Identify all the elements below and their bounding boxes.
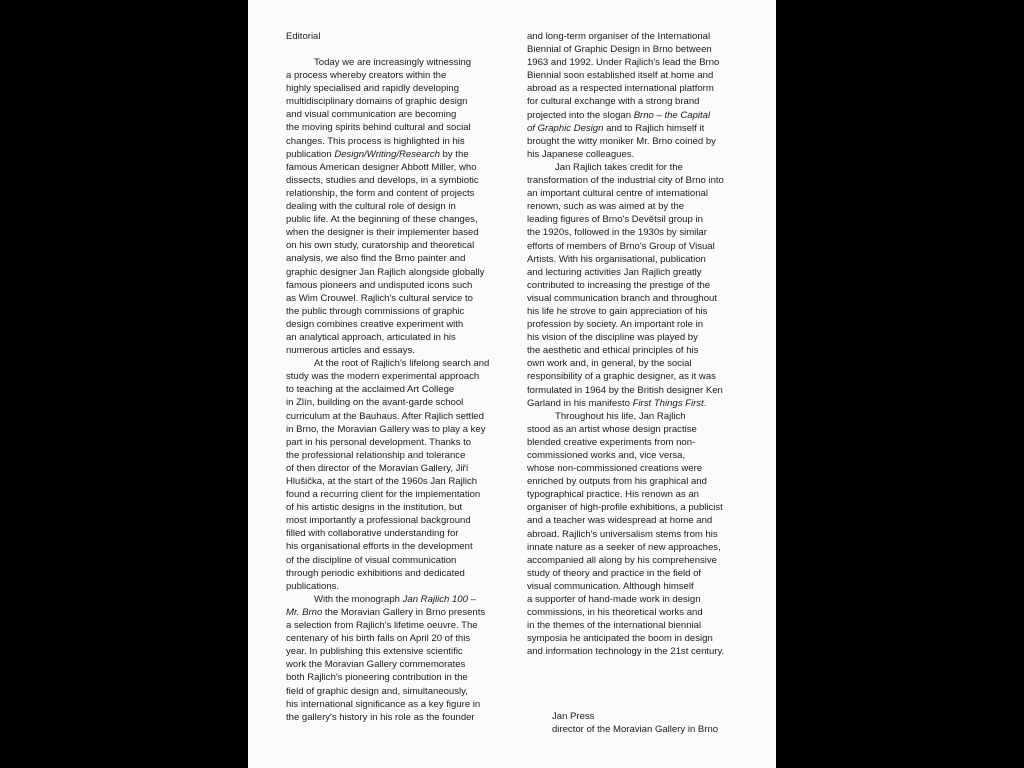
text-line: commissions, in his theoretical works and [527, 607, 703, 619]
text-line: in the themes of the international biennial [527, 620, 702, 632]
text-line: for cultural exchange with a strong brand [527, 96, 700, 108]
text-line: Artists. With his organisational, publication [527, 253, 706, 265]
text-line: famous American designer Abbott Miller, who [286, 161, 477, 173]
text-line: blended creative experiments from non- [527, 436, 696, 448]
text-line: own work and, in general, by the social [527, 358, 692, 370]
text-line: public life. At the beginning of these changes, [286, 214, 478, 226]
text-line: the professional relationship and tolerance [286, 449, 466, 461]
text-line: visual communication. Although himself [527, 580, 694, 592]
text-line: stood as an artist whose design practise [527, 423, 697, 435]
text-line: With the monograph Jan Rajlich 100 – [314, 593, 476, 605]
text-line: both Rajlich's pioneering contribution in the [286, 672, 468, 684]
text-line: his international significance as a key figure in [286, 698, 481, 710]
text-line: most importantly a professional background [286, 515, 471, 527]
text-line: through periodic exhibitions and dedicated [286, 567, 465, 579]
text-line: abroad as a respected international platform [527, 83, 714, 95]
text-line: a selection from Rajlich's lifetime oeuvre. The [286, 620, 478, 632]
text-line: his vision of the discipline was played by [527, 332, 698, 344]
text-line: his life he strove to gain appreciation of his [527, 305, 708, 317]
text-line: when the designer is their implementer based [286, 227, 479, 239]
text-line: the 1920s, followed in the 1930s by similar [527, 227, 707, 239]
text-line: of then director of the Moravian Gallery, Jiří [286, 462, 469, 474]
text-line: found a recurring client for the implementation [286, 489, 481, 501]
text-line: changes. This process is highlighted in his [286, 135, 465, 147]
text-line: multidisciplinary domains of graphic design [286, 96, 468, 108]
text-line: on his own study, curatorship and theoretical [286, 240, 475, 252]
text-line: highly specialised and rapidly developing [286, 83, 460, 95]
text-line: innate nature as a seeker of new approaches, [527, 541, 721, 553]
editorial-heading: Editorial [286, 31, 321, 42]
text-line: and long-term organiser of the International [527, 31, 711, 42]
text-line: enriched by outputs from his graphical and [527, 476, 707, 488]
text-line: publications. [286, 580, 340, 592]
text-line: formulated in 1964 by the British designer Ken [527, 384, 723, 396]
text-line: dealing with the cultural role of design in [286, 201, 456, 213]
text-line: and information technology in the 21st century. [527, 646, 725, 658]
text-line: the gallery's history in his role as the founder [286, 711, 475, 723]
text-line: of Graphic Design and to Rajlich himself it [527, 122, 705, 134]
text-line: and visual communication are becoming [286, 109, 457, 121]
left-column-text [286, 56, 518, 724]
text-line: accompanied all along by his comprehensive [527, 554, 717, 566]
text-line: organiser of high-profile exhibitions, a publicist [527, 502, 723, 514]
text-line: part in his personal development. Thanks to [286, 436, 472, 448]
text-line: visual communication branch and throughout [527, 292, 717, 304]
text-line: leading figures of Brno's Devětsil group in [527, 214, 703, 226]
text-line: typographical practice. His renown as an [527, 489, 699, 501]
text-line: curriculum at the Bauhaus. After Rajlich settled [286, 410, 484, 422]
text-line: and a teacher was widespread at home and [527, 515, 713, 527]
text-line: commissioned works and, vice versa, [527, 450, 686, 461]
text-line: graphic designer Jan Rajlich alongside globally [286, 266, 485, 278]
text-line: of the discipline of visual communication [286, 554, 457, 566]
text-line: dissects, studies and develops, in a symbiotic [286, 174, 479, 186]
signature-block [552, 710, 718, 736]
text-line: work the Moravian Gallery commemorates [286, 659, 466, 671]
text-line: year. In publishing this extensive scientific [286, 646, 463, 658]
text-line: symposia he anticipated the boom in design [527, 633, 713, 645]
signature-name: Jan Press [552, 711, 595, 722]
text-line: in Zlín, building on the avant-garde school [286, 397, 464, 409]
text-line: transformation of the industrial city of Brno into [527, 175, 724, 187]
text-line: whose non-commissioned creations were [527, 463, 703, 475]
text-line: renown, such as was aimed at by the [527, 201, 685, 213]
signature-title: director of the Moravian Gallery in Brno [552, 724, 719, 736]
text-line: famous pioneers and undisputed icons such [286, 279, 473, 291]
text-line: At the root of Rajlich's lifelong search and [314, 358, 490, 370]
text-line: publication Design/Writing/Research by the [286, 148, 469, 160]
text-line: the aesthetic and ethical principles of his [527, 345, 699, 357]
text-line: Biennial of Graphic Design in Brno between [527, 44, 712, 56]
text-line: Hlušička, at the start of the 1960s Jan Rajlich [286, 476, 478, 487]
text-line: in Brno, the Moravian Gallery was to play a key [286, 423, 486, 435]
text-line: study of theory and practice in the field of [527, 567, 702, 579]
text-line: to teaching at the acclaimed Art College [286, 384, 455, 396]
text-line: study was the modern experimental approach [286, 371, 480, 383]
text-line: 1963 and 1992. Under Rajlich's lead the Brno [527, 57, 720, 69]
text-line: of his artistic designs in the institution, but [286, 502, 463, 514]
text-line: filled with collaborative understanding for [286, 528, 459, 540]
text-line: centenary of his birth falls on April 20 of this [286, 633, 471, 645]
text-line: brought the witty moniker Mr. Brno coined by [527, 135, 716, 147]
text-line: efforts of members of Brno's Group of Visual [527, 240, 715, 252]
text-line: analysis, we also find the Brno painter and [286, 253, 466, 265]
text-line: Throughout his life, Jan Rajlich [555, 410, 686, 422]
text-line: the moving spirits behind cultural and social [286, 122, 471, 134]
text-line: Garland in his manifesto First Things First. [527, 397, 707, 409]
text-line: the public through commissions of graphic [286, 305, 465, 317]
text-line: a supporter of hand-made work in design [527, 594, 701, 606]
text-line: Today we are increasingly witnessing [314, 57, 472, 68]
text-line: projected into the slogan Brno – the Capital [527, 109, 711, 121]
text-line: an analytical approach, articulated in his [286, 331, 456, 343]
text-line: design combines creative experiment with [286, 318, 464, 330]
text-line: a process whereby creators within the [286, 70, 447, 82]
text-line: his organisational efforts in the development [286, 541, 473, 553]
text-line: an important cultural centre of international [527, 188, 708, 200]
text-line: field of graphic design and, simultaneously, [286, 685, 468, 697]
text-line: as Wim Crouwel. Rajlich's cultural service to [286, 292, 473, 304]
document-page [248, 0, 776, 768]
text-line: profession by society. An important role in [527, 319, 703, 331]
text-line: Mr. Brno the Moravian Gallery in Brno presents [286, 606, 486, 618]
text-line: and lecturing activities Jan Rajlich greatly [527, 266, 702, 278]
text-line: his Japanese colleagues. [527, 148, 635, 160]
right-column-text [527, 30, 767, 659]
text-line: numerous articles and essays. [286, 345, 415, 357]
text-line: abroad. Rajlich's universalism stems from his [527, 528, 718, 540]
text-line: contributed to increasing the prestige of the [527, 279, 711, 291]
text-line: Jan Rajlich takes credit for the [555, 161, 683, 173]
text-line: relationship, the form and content of projects [286, 187, 475, 199]
text-line: responsibility of a graphic designer, as it was [527, 371, 716, 383]
text-line: Biennial soon established itself at home and [527, 70, 714, 82]
